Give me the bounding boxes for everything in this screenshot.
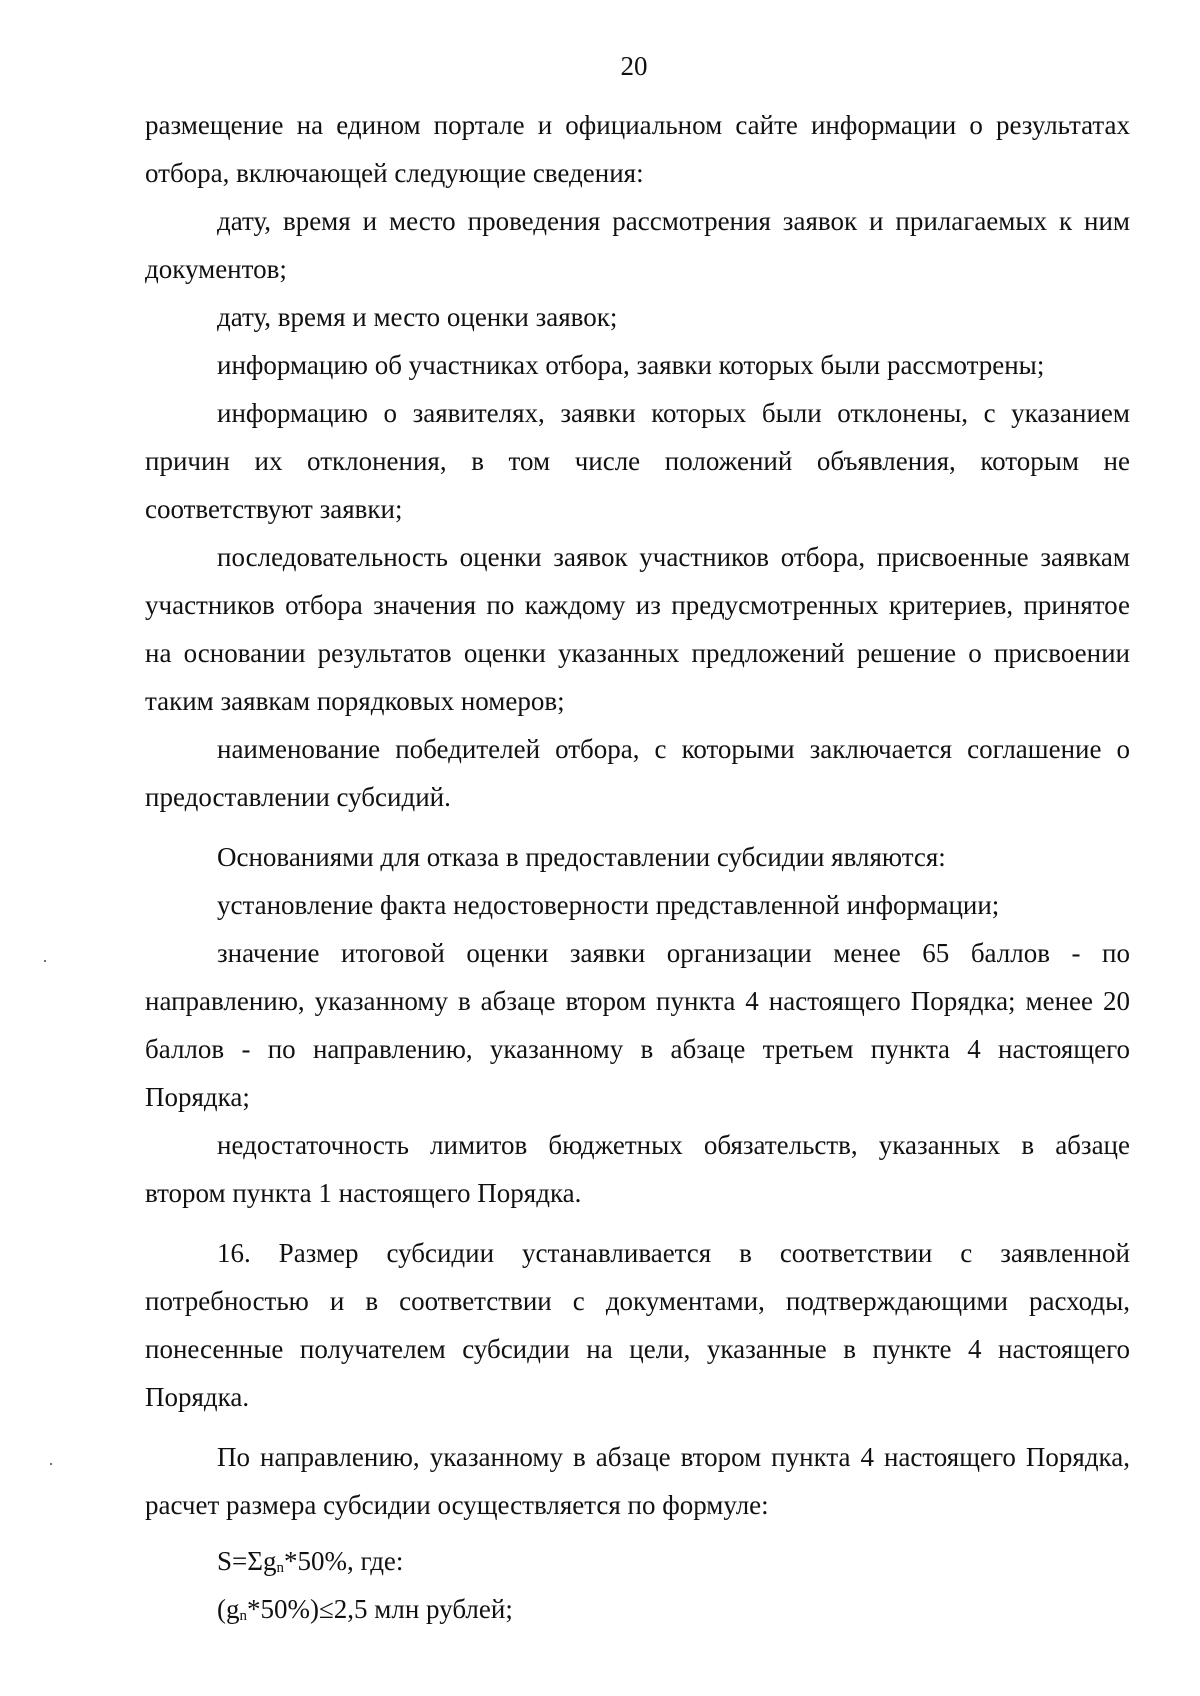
paragraph-rejected-applicants: информацию о заявителях, заявки которых были отклонены, с указанием причин их отклонения, в том числе положений объявления, которым не соответствуют заявки; — [145, 398, 1130, 524]
scan-speck — [50, 1463, 52, 1465]
formula-subsidy-limit-subscript: n — [239, 1608, 247, 1624]
formula-subsidy-sum — [145, 1537, 1130, 1585]
formula-subsidy-limit-end: *50%)≤2,5 млн рублей; — [247, 1594, 513, 1624]
paragraph-false-info: установление факта недостоверности представленной информации; — [217, 890, 1000, 920]
document-body — [145, 101, 1130, 1633]
paragraph-results-publication: размещение на едином портале и официальном сайте информации о результатах отбора, включающей следующие сведения: — [145, 110, 1130, 188]
paragraph-evaluation-date: дату, время и место оценки заявок; — [217, 302, 618, 332]
scan-speck — [44, 960, 46, 962]
formula-subsidy-sum-start: S=Σg — [217, 1546, 277, 1576]
formula-subsidy-limit — [145, 1585, 1130, 1633]
paragraph-score-threshold: значение итоговой оценки заявки организации менее 65 баллов - по направлению, указанному в абзаце втором пункта 4 настоящего Порядка; менее 20 баллов - по направлению, указанному в абзаце третьем пункта 4 настоящего Порядка; — [145, 938, 1130, 1112]
paragraph-participants-info: информацию об участниках отбора, заявки которых были рассмотрены; — [217, 350, 1045, 380]
paragraph-section-16: 16. Размер субсидии устанавливается в соответствии с заявленной потребностью и в соответствии с документами, подтверждающими расходы, понесенные получателем субсидии на цели, указанные в пункте 4 настоящего Порядка. — [145, 1238, 1130, 1412]
paragraph-refusal-grounds: Основаниями для отказа в предоставлении субсидии являются: — [217, 842, 946, 872]
paragraph-budget-limits: недостаточность лимитов бюджетных обязательств, указанных в абзаце втором пункта 1 настоящего Порядка. — [145, 1130, 1130, 1208]
paragraph-calculation-method: По направлению, указанному в абзаце втором пункта 4 настоящего Порядка, расчет размера субсидии осуществляется по формуле: — [145, 1442, 1130, 1520]
page-number: 20 — [620, 51, 648, 81]
paragraph-review-date: дату, время и место проведения рассмотрения заявок и прилагаемых к ним документов; — [145, 206, 1130, 284]
formula-subsidy-sum-end: *50%, где: — [283, 1546, 404, 1576]
formula-subsidy-sum-subscript: n — [276, 1560, 284, 1576]
formula-subsidy-limit-start: (g — [217, 1594, 240, 1624]
paragraph-evaluation-sequence: последовательность оценки заявок участников отбора, присвоенные заявкам участников отбора значения по каждому из предусмотренных критериев, принятое на основании результатов оценки указанных предложений решение о присвоении таким заявкам порядковых номеров; — [145, 542, 1130, 716]
paragraph-winners: наименование победителей отбора, с которыми заключается соглашение о предоставлении субсидий. — [145, 734, 1130, 812]
